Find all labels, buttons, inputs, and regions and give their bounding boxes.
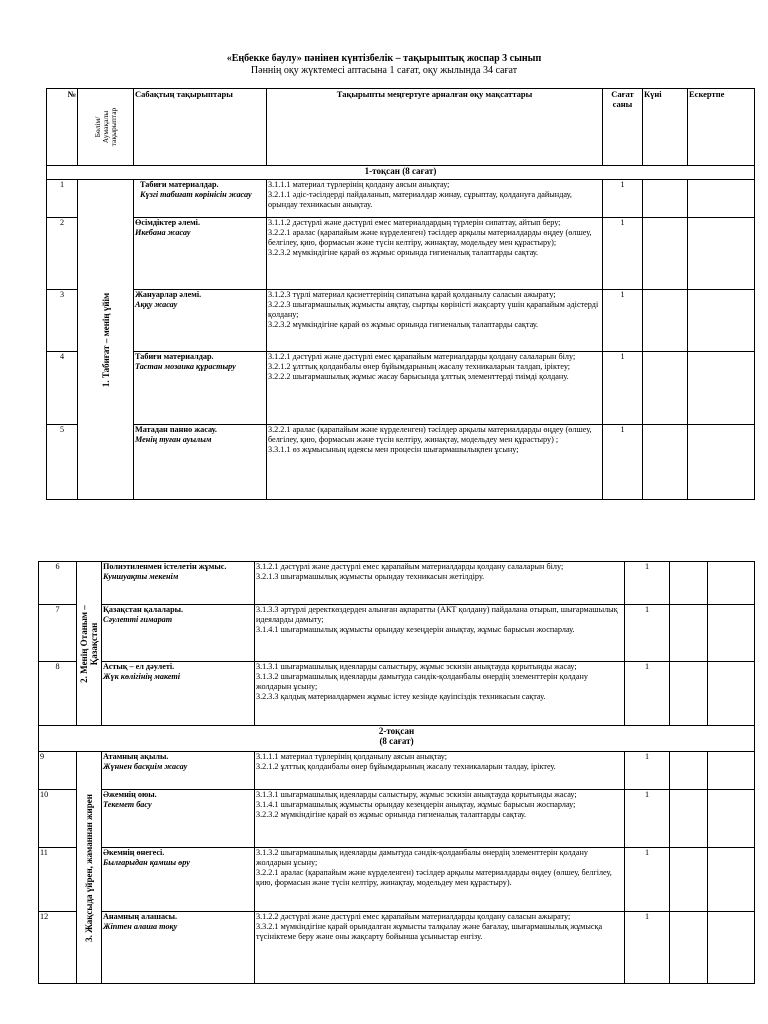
row-number: 8 bbox=[39, 662, 77, 726]
row-hours: 1 bbox=[625, 752, 670, 790]
topic-subtitle: Сәулетті ғимарат bbox=[103, 615, 173, 624]
row-notes bbox=[688, 290, 755, 352]
topic-subtitle: Күзгі табиғат көрінісін жасау bbox=[140, 190, 252, 199]
topic-subtitle: Тастан мозаика құрастыру bbox=[135, 362, 236, 371]
row-notes bbox=[708, 562, 755, 605]
topic-title: Матадан панно жасау. bbox=[135, 425, 217, 434]
row-hours: 1 bbox=[625, 562, 670, 605]
row-notes bbox=[688, 218, 755, 290]
table-row: 7 Қазақстан қалалары. Сәулетті ғимарат 3.1.3.3 әртүрлі деректкөздерден алынған ақпаратты (АКТ қолдану) пайдалана отырып, шығармашылық идеяларды дамыту; 3.1.4.1 шығармашылық жұмысты орындау кезеңдерін анықтау, жұмыс барысын жоспарлау. 1 bbox=[39, 605, 755, 662]
topic-title: Астық – ел дәулеті. bbox=[103, 662, 175, 671]
row-hours: 1 bbox=[603, 218, 643, 290]
row-date bbox=[643, 180, 688, 218]
section-1: 1. Табиғат – менің үйім bbox=[78, 180, 134, 500]
section-3: 3. Жақсыда үйрен, жаманнан жирен bbox=[77, 752, 102, 984]
topic-subtitle: Аққу жасау bbox=[135, 300, 178, 309]
row-hours: 1 bbox=[625, 662, 670, 726]
row-hours: 1 bbox=[603, 180, 643, 218]
row-date bbox=[643, 425, 688, 500]
row-date bbox=[670, 662, 708, 726]
row-hours: 1 bbox=[625, 848, 670, 912]
topic-title: Атамның ақылы. bbox=[103, 752, 169, 761]
topic-subtitle: Жіптен алаша тоқу bbox=[103, 922, 178, 931]
topic-title: Өсімдіктер әлемі. bbox=[135, 218, 201, 227]
topic-title: Әжемнің оюы. bbox=[103, 790, 157, 799]
row-hours: 1 bbox=[625, 912, 670, 984]
row-hours: 1 bbox=[625, 605, 670, 662]
row-date bbox=[643, 290, 688, 352]
header-hours: Сағат саны bbox=[603, 89, 643, 166]
row-number: 2 bbox=[47, 218, 78, 290]
row-date bbox=[670, 912, 708, 984]
row-number: 1 bbox=[47, 180, 78, 218]
document-subtitle: Пәннің оқу жүктемесі аптасына 1 сағат, оқу жылында 34 сағат bbox=[250, 65, 518, 76]
table-row: 8 Астық – ел дәулеті. Жүк көлігінің макеті 3.1.3.1 шығармашылық идеяларды салыстыру, жұмыс эскизін анықтауда қорытынды жасау; 3.1.3.2 шығармашылық идеяларды дамытуда сәндік-қолданбалы өнердің элементтерін қолдану жолдарын ұсыну; 3.2.3.3 қалдық материалдармен жұмыс істеу кезінде қауіпсіздік техникасын сақтау. 1 bbox=[39, 662, 755, 726]
table-row: 10 Әжемнің оюы. Текемет басу 3.1.3.1 шығармашылық идеяларды салыстыру, жұмыс эскизін анықтауда қорытынды жасау; 3.1.4.1 шығармашылық жұмысты орындау кезеңдерін анықтау, жұмыс барысын жоспарлау; 3.2.3.2 мүмкіндігіне қарай өз жұмыс орнында гигиеналық талаптарды сақтау. 1 bbox=[39, 790, 755, 848]
row-notes bbox=[688, 352, 755, 425]
row-number: 12 bbox=[39, 912, 77, 984]
header-objectives: Тақырыпты меңгертуге арналған оқу мақсаттары bbox=[267, 89, 603, 166]
table-row: 4 Табиғи материалдар. Тастан мозаика құрастыру 3.1.2.1 дәстүрлі және дәстүрлі емес қарапайым материалдарды қолдану салаларын білу; 3.2.1.2 ұлттық қолданбалы өнер бұйымдарының жасалу техникаларын талдап, іріктеу; 3.2.2.2 шығармашылық жұмыс жасау барысында ұлттық элементтерді тиімді қолдану. 1 bbox=[47, 352, 755, 425]
topic-subtitle: Менің туған ауылым bbox=[135, 435, 212, 444]
row-notes bbox=[688, 425, 755, 500]
topic-title: Полиэтиленмен істелетін жұмыс. bbox=[103, 562, 227, 571]
row-number: 10 bbox=[39, 790, 77, 848]
topic-title: Жануарлар әлемі. bbox=[135, 290, 202, 299]
topic-title: Табиғи материалдар. bbox=[140, 180, 219, 189]
topic-subtitle: Жүннен басқиім жасау bbox=[103, 762, 188, 771]
row-number: 7 bbox=[39, 605, 77, 662]
row-date bbox=[670, 562, 708, 605]
row-date bbox=[670, 752, 708, 790]
plan-table-1 bbox=[46, 88, 755, 500]
row-notes bbox=[708, 662, 755, 726]
topic-subtitle: Куншуақты мекенім bbox=[103, 572, 179, 581]
topic-title: Қазақстан қалалары. bbox=[103, 605, 184, 614]
section-2: 2. Менің Отаным – Қазақстан bbox=[77, 562, 102, 726]
header-section: Бөлім/ Аумақалы тақырыптар bbox=[78, 89, 134, 166]
document-title: «Еңбекке баулу» пәнінен күнтізбелік – тақырыптық жоспар 3 сынып bbox=[226, 53, 542, 64]
row-number: 6 bbox=[39, 562, 77, 605]
row-notes bbox=[708, 752, 755, 790]
table-row: 2 Өсімдіктер әлемі. Икебана жасау 3.1.1.2 дәстүрлі және дәстүрлі емес материалдардың түрлерін сипаттау, айтып беру; 3.2.2.1 аралас (қарапайым және күрделенген) тәсілдер арқылы материалдарды өңдеу (өлшеу, белгілеу, қию, формасын және түсін келтіру, жинақтау, модельдеу мен құрастыру); 3.2.3.2 мүмкіндігіне қарай өз жұмыс орнында гигиеналық талаптарды сақтау. 1 bbox=[47, 218, 755, 290]
row-hours: 1 bbox=[603, 290, 643, 352]
row-date bbox=[643, 218, 688, 290]
row-number: 4 bbox=[47, 352, 78, 425]
topic-title: Әкемнің өнегесі. bbox=[103, 848, 165, 857]
table-row: 9 3. Жақсыда үйрен, жаманнан жирен Атамның ақылы. Жүннен басқиім жасау 3.1.1.1 материал түрлерінің қолданылу аясын анықтау; 3.2.1.2 ұлттық қолданбалы өнер бұйымдарының жасалу техникаларын талдау, іріктеу. 1 bbox=[39, 752, 755, 790]
header-num: № bbox=[47, 89, 78, 166]
row-number: 3 bbox=[47, 290, 78, 352]
quarter-2-label: 2-тоқсан (8 сағат) bbox=[39, 726, 755, 752]
row-date bbox=[670, 848, 708, 912]
table-row: 1 1. Табиғат – менің үйім Табиғи материалдар. Күзгі табиғат көрінісін жасау 3.1.1.1 материал түрлерінің қолдану аясын анықтау; 3.2.1.1 әдіс-тәсілдерді пайдаланып, материалдар жинау, сұрыптау, қолдануға дайындау, орындау техникасын анықтау. 1 bbox=[47, 180, 755, 218]
plan-table-2 bbox=[38, 561, 755, 984]
row-notes bbox=[688, 180, 755, 218]
quarter-1-label: 1-тоқсан (8 сағат) bbox=[47, 166, 755, 180]
table-row: 11 Әкемнің өнегесі. Былғарыдан қамшы өру 3.1.3.2 шығармашылық идеяларды дамытуда сәндік-қолданбалы өнердің элементтерін қолдану жолдарын ұсыну; 3.2.2.1 аралас (қарапайым және күрделенген) тәсілдер арқылы материалдарды өңдеу (өлшеу, белгілеу, қию, формасын және түсін келтіру, жинақтау, модельдеу мен құрастыру). 1 bbox=[39, 848, 755, 912]
topic-subtitle: Текемет басу bbox=[103, 800, 152, 809]
topic-title: Табиғи материалдар. bbox=[135, 352, 214, 361]
topic-subtitle: Икебана жасау bbox=[135, 228, 191, 237]
row-notes bbox=[708, 912, 755, 984]
row-notes bbox=[708, 848, 755, 912]
row-notes bbox=[708, 605, 755, 662]
header-topics: Сабақтың тақырыптары bbox=[134, 89, 267, 166]
row-number: 9 bbox=[39, 752, 77, 790]
header-notes: Ескертпе bbox=[688, 89, 755, 166]
table-row: 3 Жануарлар әлемі. Аққу жасау 3.1.2.3 түрлі материал қасиеттерінің сипатына қарай қолданылу саласын ажырату; 3.2.2.3 шығармашылық жұмысты аяқтау, сыртқы көріністі жақсарту үшін қарапайым әдістерді қолдану; 3.2.3.2 мүмкіндігіне қарай өз жұмыс орнында гигиеналық талаптарды сақтау. 1 bbox=[47, 290, 755, 352]
row-date bbox=[670, 605, 708, 662]
topic-subtitle: Жүк көлігінің макеті bbox=[103, 672, 181, 681]
row-date bbox=[670, 790, 708, 848]
topic-subtitle: Былғарыдан қамшы өру bbox=[103, 858, 190, 867]
header-date: Күні bbox=[643, 89, 688, 166]
topic-title: Анамның алашасы. bbox=[103, 912, 178, 921]
row-notes bbox=[708, 790, 755, 848]
row-hours: 1 bbox=[603, 425, 643, 500]
row-date bbox=[643, 352, 688, 425]
table-row: 6 2. Менің Отаным – Қазақстан Полиэтиленмен істелетін жұмыс. Куншуақты мекенім 3.1.2.1 дәстүрлі және дәстүрлі емес қарапайым материалдарды қолдану салаларын білу; 3.2.1.3 шығармашылық жұмысты орындау техникасын жетілдіру. 1 bbox=[39, 562, 755, 605]
table-row: 5 Матадан панно жасау. Менің туған ауылым 3.2.2.1 аралас (қарапайым және күрделенген) тәсілдер арқылы материалдарды өңдеу (өлшеу, белгілеу, қию, формасын және түсін келтіру, жинақтау, модельдеу мен құрастыру) ; 3.3.1.1 өз жұмысының идеясы мен процесін шығармашылықпен ұсыну; 1 bbox=[47, 425, 755, 500]
row-hours: 1 bbox=[603, 352, 643, 425]
row-number: 11 bbox=[39, 848, 77, 912]
row-hours: 1 bbox=[625, 790, 670, 848]
table-row: 12 Анамның алашасы. Жіптен алаша тоқу 3.1.2.2 дәстүрлі және дәстүрлі емес қарапайым материалдарды қолдану саласын ажырату; 3.3.2.1 мүмкіндігіне қарай орындалған жұмысты талқылау және бағалау, шығармашылық жұмысқа түсініктеме беру және оны жақсарту бойынша ұсыныстар енгізу. 1 bbox=[39, 912, 755, 984]
row-number: 5 bbox=[47, 425, 78, 500]
